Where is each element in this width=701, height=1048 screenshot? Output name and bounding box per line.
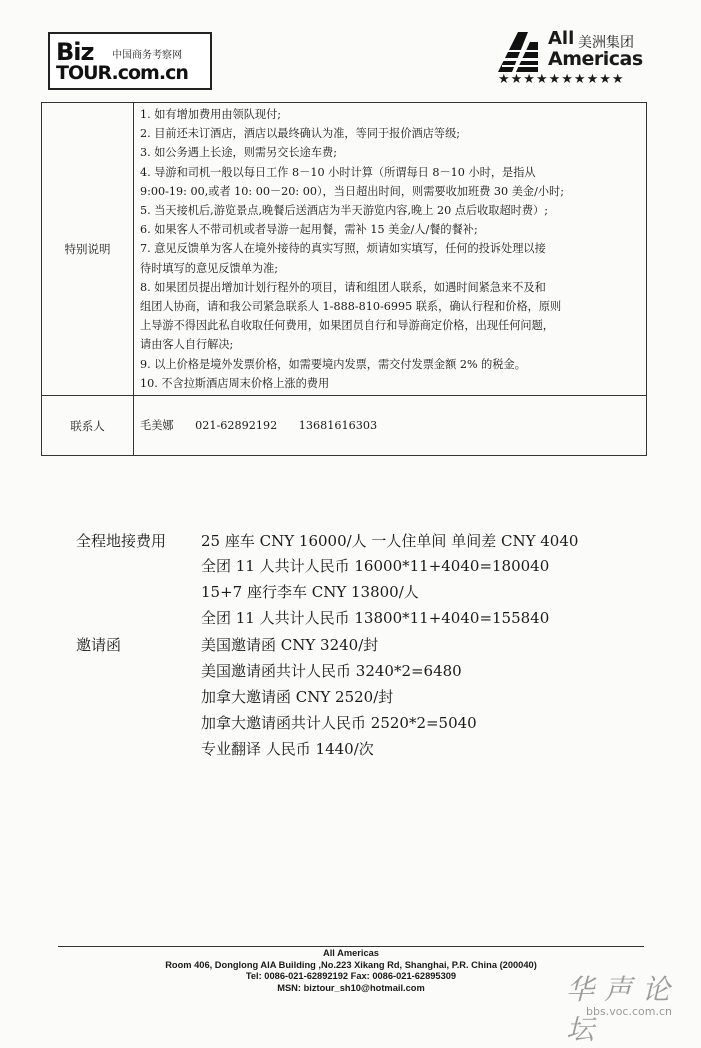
footer-msn: MSN: biztour_sh10@hotmail.com: [277, 982, 425, 993]
note-line: 1. 如有增加费用由领队现付;: [140, 108, 282, 121]
contact-name: 毛美娜: [140, 418, 174, 432]
notes-row: [42, 103, 647, 396]
note-line: 9:00-19: 00,或者 10: 00－20: 00），当日超出时间，则需要收加班费 30 美金/小时;: [140, 184, 565, 198]
note-line: 请由客人自行解决;: [140, 338, 234, 352]
fee-line: 美国邀请函共计人民币 3240*2=6480: [201, 662, 462, 680]
fee-line: 全团 11 人共计人民币 13800*11+4040=155840: [201, 609, 550, 627]
fee-line: 加拿大邀请函 CNY 2520/封: [201, 688, 394, 706]
contact-label: 联系人: [42, 396, 134, 456]
note-line: 4. 导游和司机一般以每日工作 8－10 小时计算（所谓每日 8－10 小时，是指从: [140, 165, 536, 179]
fee-line: 美国邀请函 CNY 3240/封: [201, 636, 379, 654]
biztour-logo-tour: TOUR.com.cn: [56, 62, 188, 84]
footer-company: All Americas: [323, 948, 379, 958]
note-line: 3. 如公务遇上长途，则需另交长途车费;: [140, 146, 338, 160]
fee-line: 加拿大邀请函共计人民币 2520*2=5040: [201, 714, 477, 732]
contact-mobile: 13681616303: [298, 418, 378, 432]
biztour-logo-biz: Biz: [56, 38, 94, 66]
fee-line: 专业翻译 人民币 1440/次: [201, 740, 374, 758]
info-table: [41, 102, 647, 456]
fee-label-invitation: 邀请函: [76, 636, 122, 654]
watermark-text: 华声论坛: [566, 973, 681, 1046]
notes-content: [134, 103, 647, 396]
fee-line: 15+7 座行李车 CNY 13800/人: [201, 583, 419, 601]
footer-phone: Tel: 0086-021-62892192 Fax: 0086-021-62895309: [245, 971, 457, 981]
all-americas-logo-all: All: [548, 28, 575, 49]
note-line: 7. 意见反馈单为客人在境外接待的真实写照，烦请如实填写，任何的投诉处理以接: [140, 242, 546, 256]
note-line: 6. 如果客人不带司机或者导游一起用餐，需补 15 美金/人/餐的餐补;: [140, 223, 478, 237]
star-rating-icon: ★★★★★★★★★★: [498, 72, 625, 87]
footer-address: Room 406, Donglong AIA Building ,No.223 Xikang Rd, Shanghai, P.R. China (200040): [165, 959, 537, 970]
all-americas-logo-cn: 美洲集团: [578, 35, 634, 51]
watermark-url: bbs.voc.com.cn: [586, 1005, 672, 1018]
note-line: 2. 目前还未订酒店，酒店以最终确认为准，等同于报价酒店等级;: [140, 127, 461, 141]
note-line: 10. 不含拉斯酒店周末价格上涨的费用: [140, 376, 330, 390]
footer-divider: [58, 946, 644, 947]
note-line: 9. 以上价格是境外发票价格，如需要境内发票，需交付发票金额 2% 的税金。: [140, 357, 526, 371]
all-americas-mark-icon: [498, 32, 546, 72]
note-line: 5. 当天接机后,游览景点,晚餐后送酒店为半天游览内容,晚上 20 点后收取超时费）;: [140, 204, 549, 218]
fee-label-local: 全程地接费用: [76, 532, 167, 550]
all-americas-logo: [498, 28, 658, 90]
footer: [58, 948, 644, 994]
fee-line: 全团 11 人共计人民币 16000*11+4040=180040: [201, 557, 550, 575]
note-line: 组团人协商，请和我公司紧急联系人 1-888-810-6995 联系，确认行程和价格，原则: [140, 300, 562, 314]
note-line: 待时填写的意见反馈单为准;: [140, 261, 279, 275]
note-line: 上导游不得因此私自收取任何费用，如果团员自行和导游商定价格，出现任何问题，: [140, 319, 554, 333]
all-americas-logo-americas: Americas: [548, 48, 643, 70]
contact-row: [42, 396, 647, 456]
biztour-logo: [48, 32, 212, 90]
note-line: 8. 如果团员提出增加计划行程外的项目，请和组团人联系，如遇时间紧急来不及和: [140, 280, 546, 294]
notes-label: 特别说明: [42, 103, 134, 396]
biztour-logo-cn: 中国商务考察网: [112, 50, 182, 61]
contact-phone: 021-62892192: [195, 418, 278, 432]
fee-line: 25 座车 CNY 16000/人 一人住单间 单间差 CNY 4040: [201, 532, 579, 550]
contact-content: [134, 396, 647, 456]
